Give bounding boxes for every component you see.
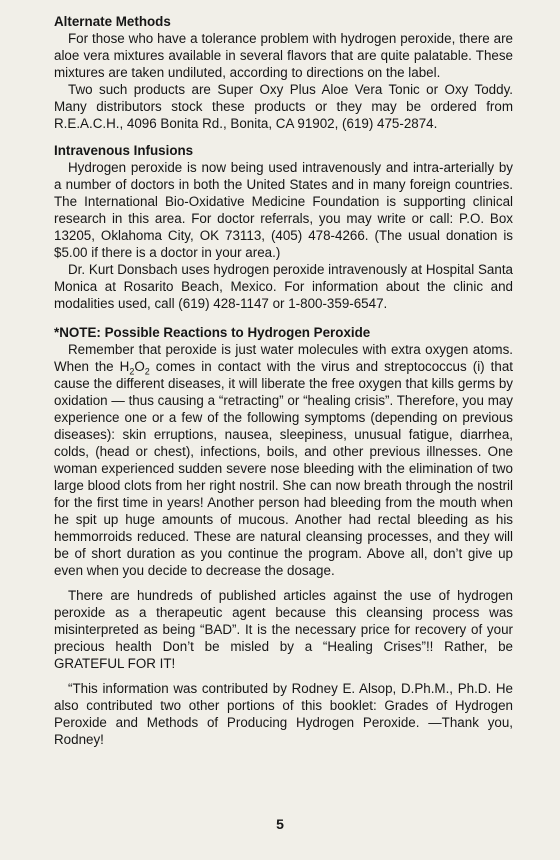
page-number: 5 <box>276 816 284 832</box>
paragraph: There are hundreds of published articles against the use of hydrogen peroxide as a therapeutic agent because this cleansing process was misinterpreted as being “BAD”. It is the necessary price for recovery of your precious health Don’t be misled by a “Healing Crises”!! Rather, be GRATEFUL FOR IT! <box>54 588 513 671</box>
paragraph: Dr. Kurt Donsbach uses hydrogen peroxide intravenously at Hospital Santa Monica at Rosarito Beach, Mexico. For information about the clinic and modalities used, call (619) 428-1147 or 1-800-359-6547. <box>54 262 513 311</box>
paragraph: Hydrogen peroxide is now being used intravenously and intra-arterially by a number of doctors in both the United States and in many foreign countries. The International Bio-Oxidative Medicine Foundation is supporting clinical research in this area. For doctor referrals, you may write or call: P.O. Box 13205, Oklahoma City, OK 73113, (405) 478-4266. (The usual donation is $5.00 if there is a doctor in your area.) <box>54 160 513 260</box>
section-intravenous-infusions <box>54 142 513 312</box>
paragraph <box>54 341 513 579</box>
section-heading: Alternate Methods <box>54 14 171 29</box>
subscript: 2 <box>129 366 135 377</box>
paragraph-text: Remember that peroxide is just water molecules with extra oxygen atoms. When the H <box>54 342 513 374</box>
paragraph: “This information was contributed by Rodney E. Alsop, D.Ph.M., Ph.D. He also contributed two other portions of this booklet: Grades of Hydrogen Peroxide and Methods of Producing Hydrogen Peroxide. —Thank you, Rodney! <box>54 681 513 747</box>
paragraph-text: comes in contact with the virus and streptococcus (i) that cause the different diseases, it will liberate the free oxygen that kills germs by oxidation — thus causing a “retracting” or “healing crisis”. Therefore, you may experience one or a few of the following symptoms (depending on previous diseases): skin erruptions, nausea, sleepiness, unusual fatigue, diarrhea, colds, (head or chest), infections, boils, and other previous illnesses. One woman experienced sudden severe nose bleeding with the elimination of two large blood clots from her right nostril. She can now breath through the nostril for the first time in years! Another person had bleeding from the mouth when he spit up huge amounts of mucous. Another had rectal bleeding as his hemmorroids reduced. These are natural cleansing processes, and they will be of short duration as you continue the program. Above all, don’t give up even when you decide to decrease the dosage. <box>54 359 513 578</box>
section-possible-reactions <box>54 324 513 748</box>
paragraph: For those who have a tolerance problem with hydrogen peroxide, there are aloe vera mixtures available in several flavors that are quite palatable. These mixtures are taken undiluted, according to directions on the label. <box>54 31 513 80</box>
section-alternate-methods <box>54 13 513 132</box>
section-heading: Intravenous Infusions <box>54 143 194 158</box>
paragraph: Two such products are Super Oxy Plus Aloe Vera Tonic or Oxy Toddy. Many distributors stock these products or they may be ordered from R.E.A.C.H., 4096 Bonita Rd., Bonita, CA 91902, (619) 475-2874. <box>54 82 513 131</box>
subscript: 2 <box>144 366 150 377</box>
paragraph-text: O <box>134 359 145 374</box>
section-heading: *NOTE: Possible Reactions to Hydrogen Peroxide <box>54 325 371 340</box>
